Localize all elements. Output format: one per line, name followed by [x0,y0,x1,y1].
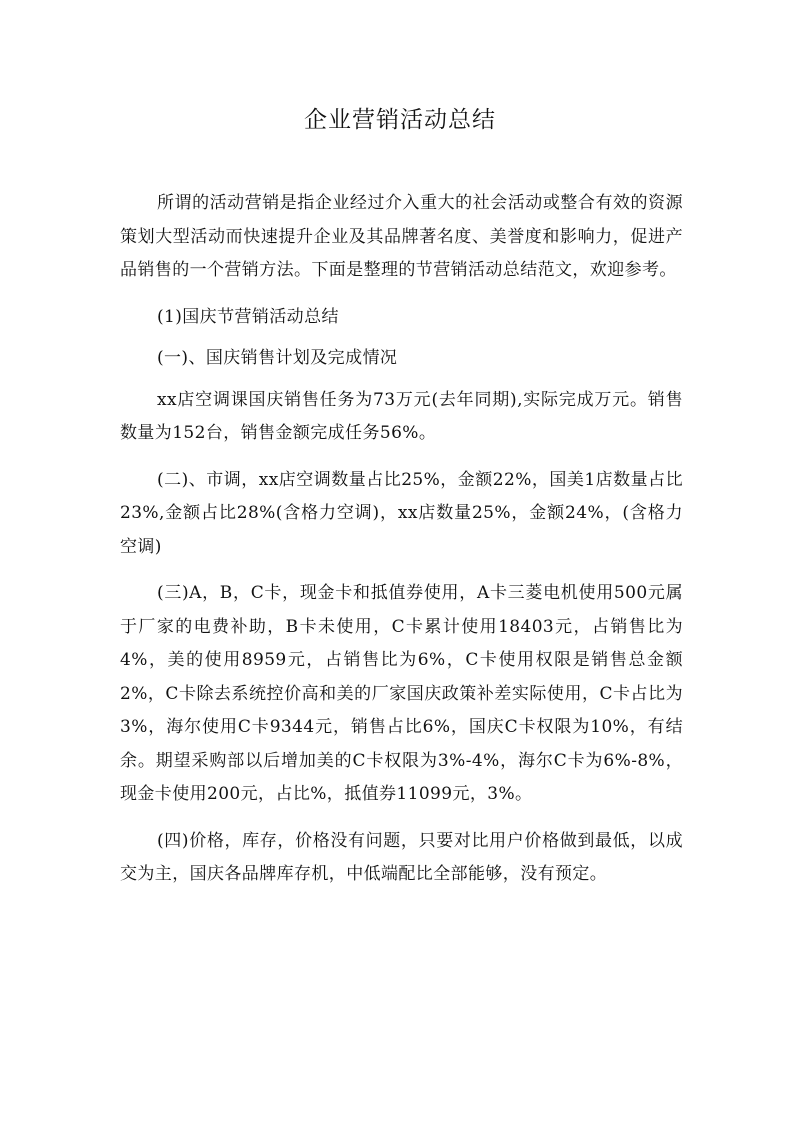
intro-paragraph: 所谓的活动营销是指企业经过介入重大的社会活动或整合有效的资源策划大型活动而快速提升企业及其品牌著名度、美誉度和影响力，促进产品销售的一个营销方法。下面是整理的节营销活动总结范文，欢迎参考。 [120,193,683,280]
market-survey-paragraph: (二)、市调，xx店空调数量占比25%，金额22%，国美1店数量占比23%,金额占比28%(含格力空调)，xx店数量25%，金额24%，(含格力空调) [120,469,683,557]
subsection-heading-sales-plan: (一)、国庆销售计划及完成情况 [157,348,398,368]
cards-usage-paragraph: (三)A，B，C卡，现金卡和抵值券使用，A卡三菱电机使用500元属于厂家的电费补助，B卡未使用，C卡累计使用18403元，占销售比为4%，美的使用8959元，占销售比为6%，C卡使用权限是销售总金额2%，C卡除去系统控价高和美的厂家国庆政策补差实际使用，C卡占比为3%，海尔使用C卡9344元，销售占比6%，国庆C卡权限为10%，有结余。期望采购部以后增加美的C卡权限为3%-4%，海尔C卡为6%-8%，现金卡使用200元，占比%，抵值券11099元，3%。 [120,583,683,804]
section-heading-national-day: (1)国庆节营销活动总结 [157,306,339,327]
page-title: 企业营销活动总结 [304,107,496,133]
price-inventory-paragraph: (四)价格，库存，价格没有问题，只要对比用户价格做到最低，以成交为主，国庆各品牌库存机，中低端配比全部能够，没有预定。 [120,830,683,884]
document-body [120,187,683,892]
sales-plan-paragraph: xx店空调课国庆销售任务为73万元(去年同期),实际完成万元。销售数量为152台，销售金额完成任务56%。 [120,389,683,443]
